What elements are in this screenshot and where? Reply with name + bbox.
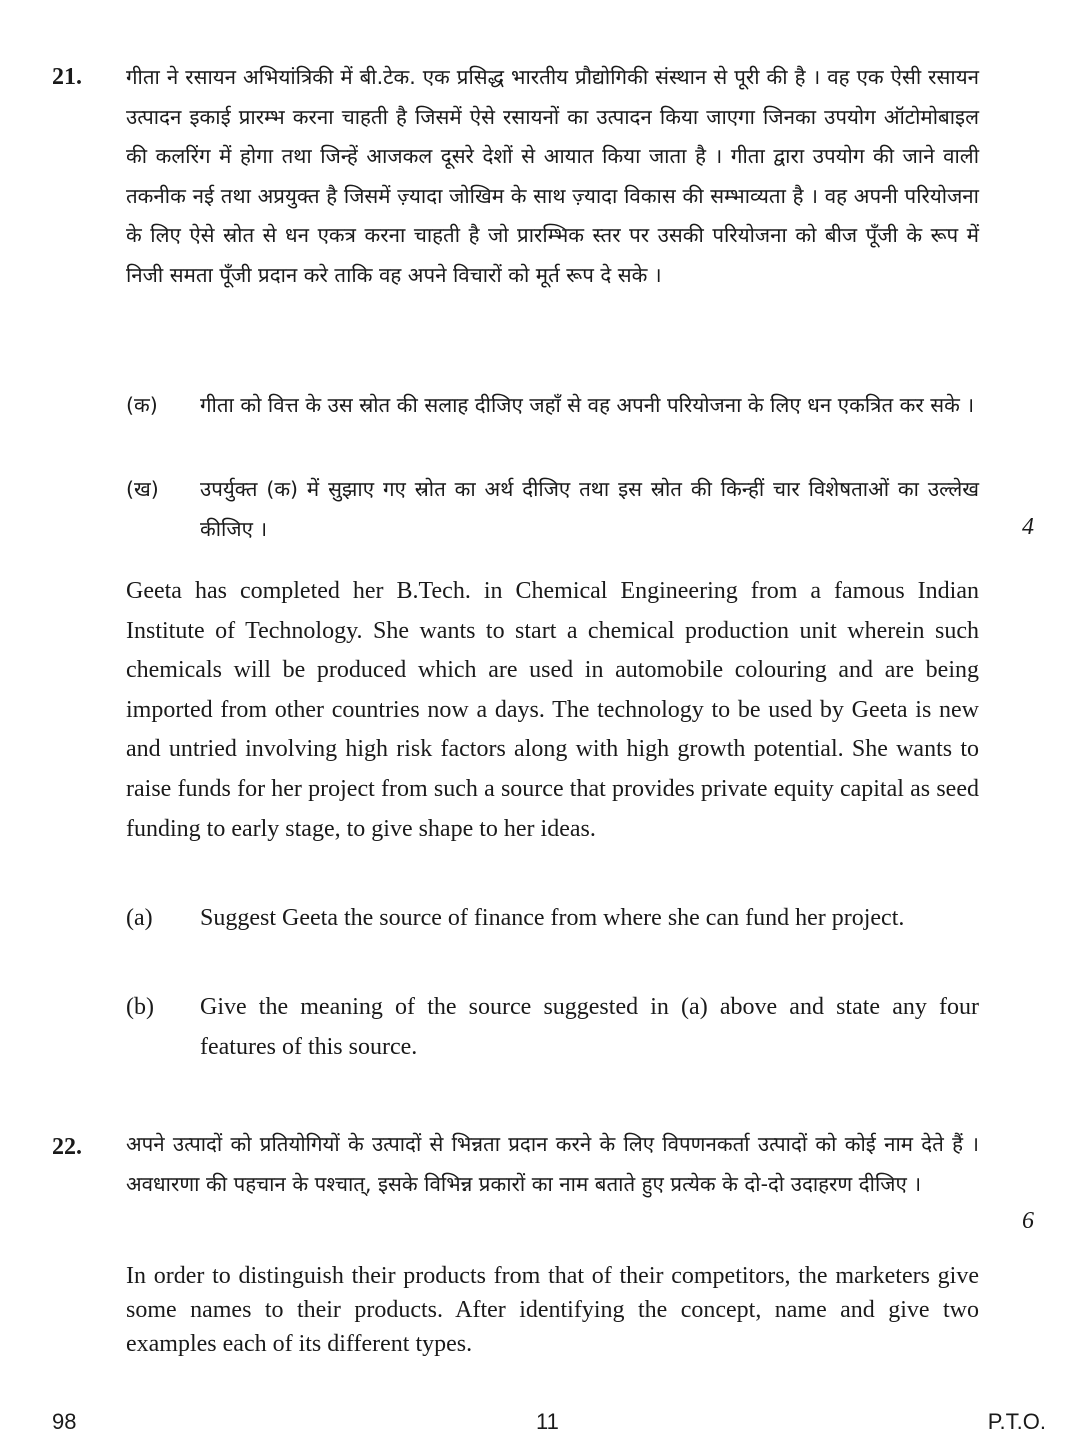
sub-question-label: (ख) (126, 477, 159, 501)
question-hindi-text: गीता ने रसायन अभियांत्रिकी में बी.टेक. एक प्रसिद्ध भारतीय प्रौद्योगिकी संस्थान से पूरी की है । वह एक ऐसी रसायन उत्पादन इकाई प्रारम्भ करना चाहती है जिसमें ऐसे रसायनों का उत्पादन किया जाएगा जिनका उपयोग ऑटोमोबाइल की कलरिंग में होगा तथा जिन्हें आजकल दूसरे देशों से आयात किया जाता है । गीता द्वारा उपयोग की जाने वाली तकनीक नई तथा अप्रयुक्त है जिसमें ज़्यादा जोखिम के साथ ज़्यादा विकास की सम्भाव्यता है । वह अपनी परियोजना के लिए ऐसे स्रोत से धन एकत्र करना चाहती है जो प्रारम्भिक स्तर पर उसकी परियोजना को बीज पूँजी के रूप में निजी समता पूँजी प्रदान करे ताकि वह अपने विचारों को मूर्त रूप दे सके । (126, 65, 979, 287)
sub-question-text: उपर्युक्त (क) में सुझाए गए स्रोत का अर्थ दीजिए तथा इस स्रोत की किन्हीं चार विशेषताओं का उल्लेख कीजिए । (200, 477, 979, 541)
question-english-text: In order to distinguish their products from that of their competitors, the marketers give some names to their products. After identifying the concept, name and give two examples each of its different types. (126, 1263, 979, 1357)
pto-label: P.T.O. (987, 1409, 1046, 1434)
sub-question (126, 386, 979, 466)
marks: 6 (1022, 1208, 1034, 1234)
question-number: 21. (52, 64, 82, 90)
marks: 4 (1022, 514, 1034, 540)
page-number: 11 (536, 1409, 559, 1434)
sub-question-label: (a) (126, 905, 153, 931)
sub-question-text: Give the meaning of the source suggested in (a) above and state any four features of this source. (200, 994, 979, 1060)
question-hindi-text: अपने उत्पादों को प्रतियोगियों के उत्पादों से भिन्नता प्रदान करने के लिए विपणनकर्ता उत्पादों को कोई नाम देते हैं । अवधारणा की पहचान के पश्चात्, इसके विभिन्न प्रकारों का नाम बताते हुए प्रत्येक के दो-दो उदाहरण दीजिए । (126, 1132, 979, 1196)
sub-question (126, 988, 979, 1068)
question-number: 22. (52, 1134, 82, 1160)
sub-question (126, 470, 979, 550)
sub-question-label: (b) (126, 994, 154, 1020)
sub-question (126, 899, 979, 979)
footer-code: 98 (52, 1409, 77, 1434)
sub-question-text: Suggest Geeta the source of finance from where she can fund her project. (200, 905, 905, 931)
sub-question-text: गीता को वित्त के उस स्रोत की सलाह दीजिए जहाँ से वह अपनी परियोजना के लिए धन एकत्रित कर सके । (200, 393, 975, 417)
question-english-text: Geeta has completed her B.Tech. in Chemical Engineering from a famous Indian Institute of Technology. She wants to start a chemical production unit wherein such chemicals will be produced which are used in automobile colouring and are being imported from other countries now a days. The technology to be used by Geeta is new and untried involving high risk factors along with high growth potential. She wants to raise funds for her project from such a source that provides private equity capital as seed funding to early stage, to give shape to her ideas. (126, 578, 979, 842)
sub-question-label: (क) (126, 393, 158, 417)
